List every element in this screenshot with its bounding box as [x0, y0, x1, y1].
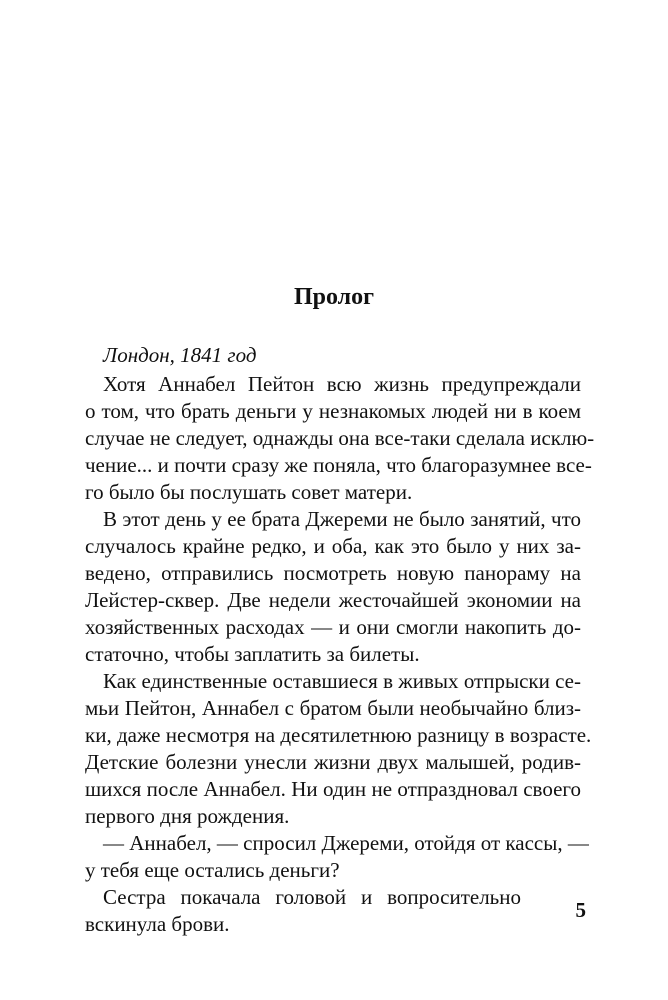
- chapter-title: Пролог: [293, 284, 375, 310]
- text-line: мьи Пейтон, Аннабел с братом были необычайно близ-: [85, 696, 581, 720]
- text-line: Как единственные оставшиеся в живых отпрыски се-: [103, 669, 581, 693]
- text-line: Хотя Аннабел Пейтон всю жизнь предупреждали: [103, 372, 581, 396]
- text-line: у тебя еще остались деньги?: [85, 858, 340, 882]
- text-line: хозяйственных расходах — и они смогли накопить до-: [85, 615, 581, 639]
- text-line: — Аннабел, — спросил Джереми, отойдя от кассы, —: [103, 831, 589, 855]
- text-line: Детские болезни унесли жизни двух малышей, родив-: [85, 750, 581, 774]
- text-line: шихся после Аннабел. Ни один не отпраздновал своего: [85, 777, 581, 801]
- text-line: чение... и почти сразу же поняла, что благоразумнее все-: [85, 453, 592, 477]
- dateline: Лондон, 1841 год: [103, 343, 257, 367]
- text-line: статочно, чтобы заплатить за билеты.: [85, 642, 420, 666]
- text-line: Лейстер-сквер. Две недели жесточайшей экономии на: [85, 588, 581, 612]
- text-line: ведено, отправились посмотреть новую панораму на: [85, 561, 581, 585]
- text-line: первого дня рождения.: [85, 804, 290, 828]
- text-line: го было бы послушать совет матери.: [85, 480, 413, 504]
- text-line: ки, даже несмотря на десятилетнюю разницу в возрасте.: [85, 723, 592, 747]
- text-line: В этот день у ее брата Джереми не было занятий, что: [103, 507, 581, 531]
- text-line: случалось крайне редко, и оба, как это было у них за-: [85, 534, 581, 558]
- text-line: случае не следует, однажды она все-таки сделала исклю-: [85, 426, 595, 450]
- text-line: о том, что брать деньги у незнакомых людей ни в коем: [85, 399, 581, 423]
- text-line: Сестра покачала головой и вопросительно: [103, 885, 521, 909]
- page-number: 5: [575, 898, 586, 922]
- text-line: вскинула брови.: [85, 912, 230, 936]
